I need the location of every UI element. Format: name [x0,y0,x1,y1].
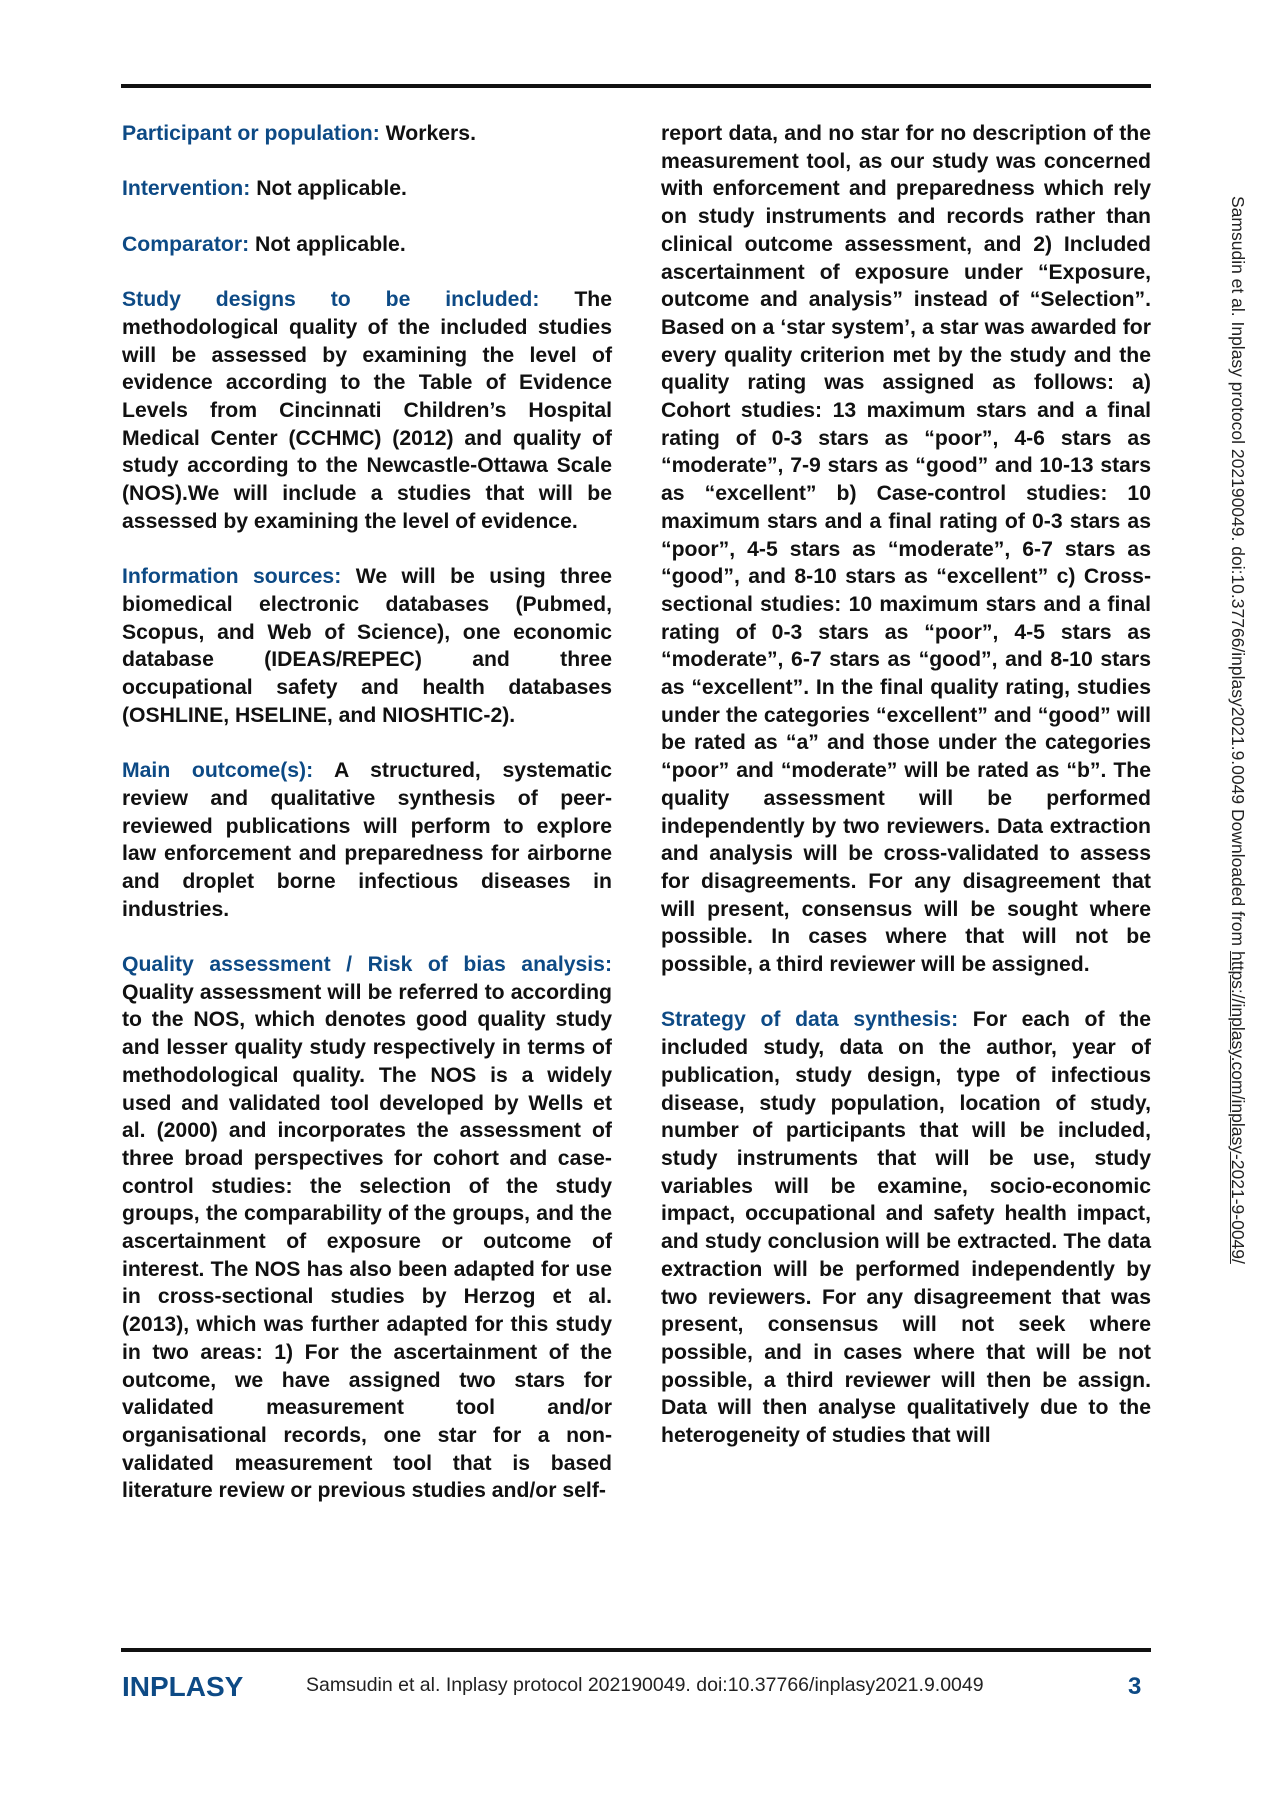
footer-brand-logo: INPLASY [122,1671,244,1702]
paragraph-comparator [122,231,612,259]
text-intervention: Not applicable. [250,177,407,201]
text-study-designs: The methodological quality of the included studies will be assessed by examining the level of evidence according to the Table of Evidence Levels from Cincinnati Children’s Hospital Medical Center (CCHMC) (2012) and quality of study according to the Newcastle-Ottawa Scale (NOS).We will include a studies that will be assessed by examining the level of evidence. [122,288,612,533]
right-column [661,120,1151,1477]
paragraph-data-synthesis [661,1006,1151,1449]
label-main-outcomes: Main outcome(s): [122,759,314,783]
side-download-note [1227,196,1248,1264]
label-intervention: Intervention: [122,177,251,201]
page-number: 3 [1128,1673,1142,1700]
text-data-synthesis: For each of the included study, data on the author, year of publication, study design, type of infectious disease, study population, location of study, number of participants that will be included, study instruments that will be use, study variables will be examine, socio-economic impact, occupational and safety health impact, and study conclusion will be extracted. The data extraction will be performed independently by two reviewers. For any disagreement that was present, consensus will not seek where possible, and in cases where that will be not possible, a third reviewer will then be assign. Data will then analyse qualitatively due to the heterogeneity of studies that will [661,1008,1151,1448]
text-participant: Workers. [379,122,476,145]
label-data-synthesis: Strategy of data synthesis: [661,1008,959,1032]
footer-rule [121,1648,1151,1652]
paragraph-intervention [122,175,612,203]
label-information-sources: Information sources: [122,565,342,589]
left-column [122,120,612,1533]
footer-citation: Samsudin et al. Inplasy protocol 202190049. doi:10.37766/inplasy2021.9.0049 [306,1674,984,1696]
label-participant: Participant or population: [122,122,380,145]
paragraph-information-sources [122,563,612,729]
paragraph-study-designs [122,286,612,535]
text-comparator: Not applicable. [249,232,406,256]
label-quality-assessment: Quality assessment / Risk of bias analysis: [122,953,612,976]
text-main-outcomes: A structured, systematic review and qualitative synthesis of peer-reviewed publications will perform to explore law enforcement and preparedness for airborne and droplet borne infectious diseases in industries. [122,759,612,921]
text-quality-assessment: Quality assessment will be referred to according to the NOS, which denotes good quality study and lesser quality study respectively in terms of methodological quality. The NOS is a widely used and validated tool developed by Wells et al. (2000) and incorporates the assessment of three broad perspectives for cohort and case-control studies: the selection of the study groups, the comparability of the groups, and the ascertainment of exposure or outcome of interest. The NOS has also been adapted for use in cross-sectional studies by Herzog et al. (2013), which was further adapted for this study in two areas: 1) For the ascertainment of the outcome, we have assigned two stars for validated measurement tool and/or organisational records, one star for a non-validated measurement tool that is based literature review or previous studies and/or self- [122,980,612,1503]
side-note-text: Samsudin et al. Inplasy protocol 202190049. doi:10.37766/inplasy2021.9.0049 Downloaded from [1228,196,1248,951]
download-source-link[interactable]: https://inplasy.com/inplasy-2021-9-0049/ [1228,950,1248,1264]
text-information-sources: We will be using three biomedical electronic databases (Pubmed, Scopus, and Web of Science), one economic database (IDEAS/REPEC) and three occupational safety and health databases (OSHLINE, HSELINE, and NIOSHTIC-2). [122,565,612,727]
paragraph-participant [122,120,612,148]
paragraph-main-outcomes [122,757,612,923]
text-quality-assessment-continued: report data, and no star for no description of the measurement tool, as our study was concerned with enforcement and preparedness which rely on study instruments and records rather than clinical outcome assessment, and 2) Included ascertainment of exposure under “Exposure, outcome and analysis” instead of “Selection”. Based on a ‘star system’, a star was awarded for every quality criterion met by the study and the quality rating was assigned as follows: a) Cohort studies: 13 maximum stars and a final rating of 0-3 stars as “poor”, 4-6 stars as “moderate”, 7-9 stars as “good” and 10-13 stars as “excellent” b) Case-control studies: 10 maximum stars and a final rating of 0-3 stars as “poor”, 4-5 stars as “moderate”, 6-7 stars as “good”, and 8-10 stars as “excellent” c) Cross-sectional studies: 10 maximum stars and a final rating of 0-3 stars as “poor”, 4-5 stars as “moderate”, 6-7 stars as “good”, and 8-10 stars as “excellent”. In the final quality rating, studies under the categories “excellent” and “good” will be rated as “a” and those under the categories “poor” and “moderate” will be rated as “b”. The quality assessment will be performed independently by two reviewers. Data extraction and analysis will be cross-validated to assess for disagreements. For any disagreement that will present, consensus will be sought where possible. In cases where that will not be possible, a third reviewer will be assigned. [661,122,1151,977]
paragraph-quality-assessment [122,951,612,1505]
label-study-designs: Study designs to be included: [122,288,540,312]
label-comparator: Comparator: [122,232,250,256]
paragraph-quality-assessment-continued [661,120,1151,979]
header-rule [121,84,1151,88]
